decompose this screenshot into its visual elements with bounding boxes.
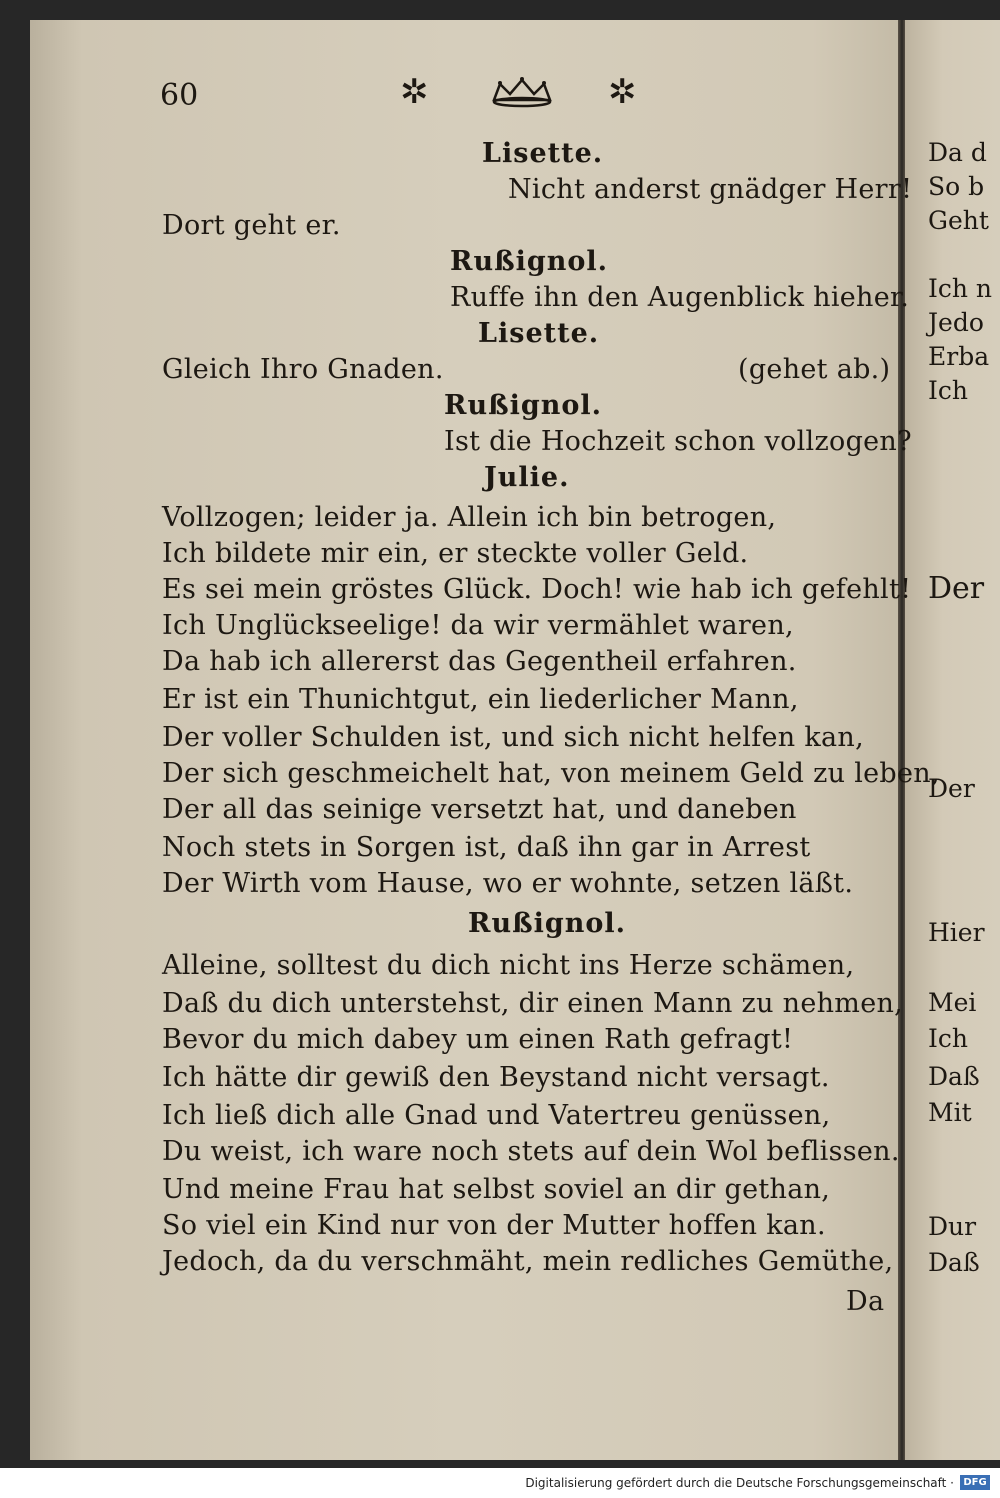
text-line: Du weist, ich ware noch stets auf dein Wol beflissen. — [162, 1136, 900, 1167]
right-page-fragment: Mei — [928, 988, 977, 1017]
text-line: Jedoch, da du verschmäht, mein redliches Gemüthe, — [162, 1246, 894, 1277]
text-line: Da hab ich allererst das Gegentheil erfahren. — [162, 646, 797, 677]
dfg-logo: DFG — [960, 1475, 990, 1490]
right-page-fragment: Ich n — [928, 274, 993, 303]
right-page-fragment: Jedo — [928, 308, 984, 337]
crown-ornament-icon — [490, 74, 554, 108]
speaker-russignol: Rußignol. — [468, 908, 627, 939]
speaker-russignol: Rußignol. — [444, 390, 603, 421]
funding-credit: Digitalisierung gefördert durch die Deutsche Forschungsgemeinschaft · — [525, 1476, 954, 1490]
right-page-fragment: Dur — [928, 1212, 977, 1241]
right-page-fragment: So b — [928, 172, 985, 201]
text-line: Er ist ein Thunichtgut, ein liederlicher Mann, — [162, 684, 799, 715]
text-line: Und meine Frau hat selbst soviel an dir gethan, — [162, 1174, 831, 1205]
digitization-footer — [0, 1468, 1000, 1498]
text-line: Ich ließ dich alle Gnad und Vatertreu genüssen, — [162, 1100, 831, 1131]
right-page-fragment: Ich — [928, 376, 968, 405]
text-line: Ich hätte dir gewiß den Beystand nicht versagt. — [162, 1062, 830, 1093]
speaker-lisette: Lisette. — [482, 138, 604, 169]
text-line: Der all das seinige versetzt hat, und daneben — [162, 794, 797, 825]
ornament-star-right-icon: ✲ — [608, 72, 637, 112]
right-page-fragment: Ich — [928, 1024, 968, 1053]
text-line: Ist die Hochzeit schon vollzogen? — [444, 426, 912, 457]
speaker-russignol: Rußignol. — [450, 246, 609, 277]
text-line: Alleine, solltest du dich nicht ins Herze schämen, — [162, 950, 855, 981]
right-page-fragment: Mit — [928, 1098, 972, 1127]
right-page-fragment: Erba — [928, 342, 990, 371]
right-page-fragment: Daß — [928, 1062, 980, 1091]
right-page-fragment: Hier — [928, 918, 985, 947]
right-page — [905, 20, 1000, 1460]
text-line: Der voller Schulden ist, und sich nicht helfen kan, — [162, 722, 865, 753]
text-line: So viel ein Kind nur von der Mutter hoffen kan. — [162, 1210, 826, 1241]
text-line: Ruffe ihn den Augenblick hieher. — [450, 282, 910, 313]
text-line: Vollzogen; leider ja. Allein ich bin betrogen, — [162, 502, 777, 533]
page-number: 60 — [160, 78, 199, 113]
text-line: Der sich geschmeichelt hat, von meinem Geld zu leben, — [162, 758, 940, 789]
text-line: Es sei mein gröstes Glück. Doch! wie hab ich gefehlt! — [162, 574, 912, 605]
stage-direction: (gehet ab.) — [738, 354, 891, 385]
text-line: Der Wirth vom Hause, wo er wohnte, setzen läßt. — [162, 868, 854, 899]
text-line: Nicht anderst gnädger Herr! — [508, 174, 913, 205]
text-line: Noch stets in Sorgen ist, daß ihn gar in Arrest — [162, 832, 811, 863]
catchword: Da — [846, 1286, 885, 1317]
right-page-fragment: Daß — [928, 1248, 980, 1277]
speaker-lisette: Lisette. — [478, 318, 600, 349]
text-line: Dort geht er. — [162, 210, 341, 241]
ornament-star-left-icon: ✲ — [400, 72, 429, 112]
text-line: Gleich Ihro Gnaden. — [162, 354, 444, 385]
text-line: Daß du dich unterstehst, dir einen Mann zu nehmen, — [162, 988, 904, 1019]
text-line: Bevor du mich dabey um einen Rath gefragt! — [162, 1024, 794, 1055]
right-page-fragment: Der — [928, 774, 975, 803]
right-page-fragment: Da d — [928, 138, 987, 167]
text-line: Ich Unglückseelige! da wir vermählet waren, — [162, 610, 794, 641]
right-page-fragment: Geht — [928, 206, 989, 235]
right-page-fragment: Der — [928, 571, 985, 606]
speaker-julie: Julie. — [484, 462, 570, 493]
text-line: Ich bildete mir ein, er steckte voller Geld. — [162, 538, 749, 569]
